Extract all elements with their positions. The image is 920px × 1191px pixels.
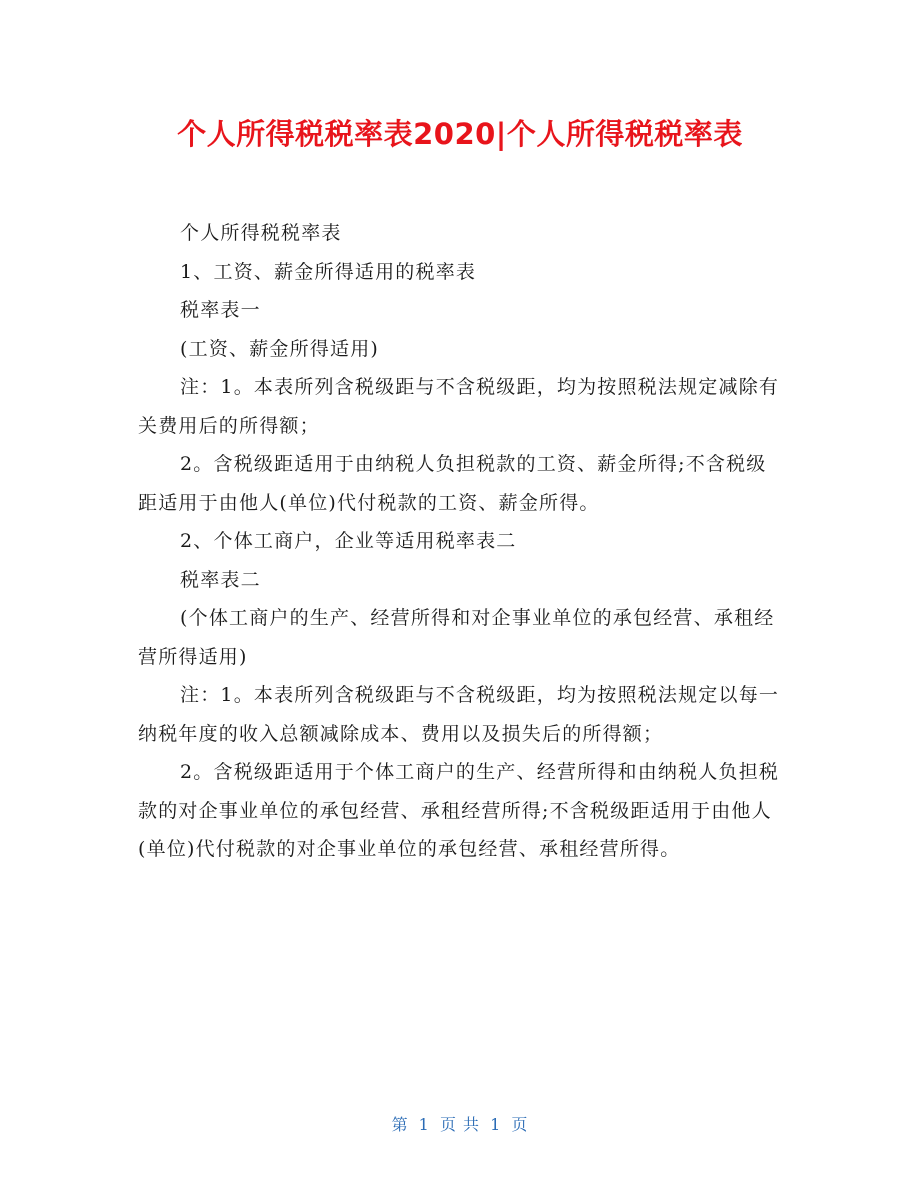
paragraph-table-1-title: 税率表一	[180, 299, 261, 321]
paragraph-note-2-1: 注：1。本表所列含税级距与不含税级距，均为按照税法规定以每一纳税年度的收入总额减除成本、费用以及损失后的所得额；	[138, 684, 780, 745]
paragraph-heading: 个人所得税税率表	[180, 222, 342, 244]
paragraph-note-2-2: 2。含税级距适用于个体工商户的生产、经营所得和由纳税人负担税款的对企事业单位的承包经营、承租经营所得;不含税级距适用于由他人(单位)代付税款的对企事业单位的承包经营、承租经营所得。	[138, 761, 780, 860]
document-body	[138, 214, 780, 869]
paragraph-note-1-1: 注：1。本表所列含税级距与不含税级距，均为按照税法规定减除有关费用后的所得额；	[138, 376, 780, 437]
paragraph-section-2: 2、个体工商户，企业等适用税率表二	[180, 530, 517, 552]
page-footer	[0, 1112, 920, 1135]
paragraph-table-1-scope: (工资、薪金所得适用)	[180, 337, 380, 360]
footer-suffix: 页	[511, 1115, 529, 1134]
footer-total-pages: 1	[490, 1115, 502, 1134]
paragraph-note-1-2: 2。含税级距适用于由纳税人负担税款的工资、薪金所得;不含税级距适用于由他人(单位)代付税款的工资、薪金所得。	[138, 453, 767, 514]
paragraph-table-2-title: 税率表二	[180, 568, 261, 591]
paragraph-table-2-scope: (个体工商户的生产、经营所得和对企事业单位的承包经营、承租经营所得适用)	[138, 607, 775, 668]
footer-current-page: 1	[418, 1115, 430, 1134]
footer-prefix: 第	[391, 1115, 409, 1134]
footer-mid: 页 共	[439, 1115, 481, 1134]
paragraph-section-1: 1、工资、薪金所得适用的税率表	[180, 260, 477, 283]
document-title: 个人所得税税率表2020|个人所得税税率表	[177, 117, 743, 151]
